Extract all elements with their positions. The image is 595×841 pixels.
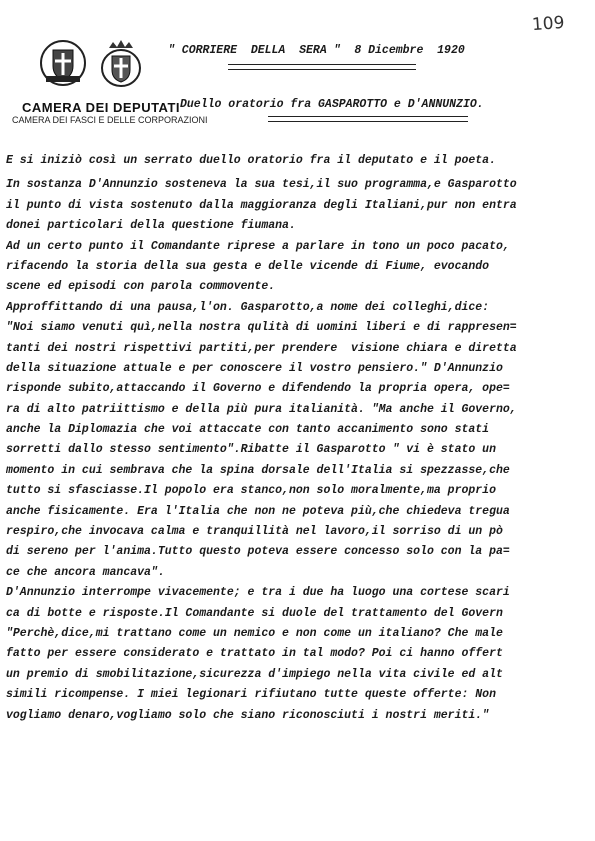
body-line: "Perchè,dice,mi trattano come un nemico e non come un italiano? Che male <box>6 626 503 640</box>
article-body <box>6 151 592 726</box>
body-line: il punto di vista sostenuto dalla maggioranza degli Italiani,pur non entra <box>6 198 517 212</box>
body-line: momento in cui sembrava che la spina dorsale dell'Italia si spezzasse,che <box>6 463 510 477</box>
body-line: sorretti dallo stesso sentimento".Ribatte il Gasparotto " vi è stato un <box>6 443 496 457</box>
body-line: In sostanza D'Annunzio sosteneva la sua tesi,il suo programma,e Gasparotto <box>6 178 517 192</box>
body-line: ce che ancora mancava". <box>6 565 165 579</box>
body-line: fatto per essere considerato e trattato in tal modo? Poi ci hanno offert <box>6 647 503 661</box>
article-title: Duello oratorio fra GASPAROTTO e D'ANNUNZIO. <box>180 98 484 111</box>
coat-of-arms-emblem <box>38 36 88 90</box>
page-number: 109 <box>531 12 566 36</box>
body-line: anche fisicamente. Era l'Italia che non ne poteva più,che chiedeva tregua <box>6 504 510 518</box>
body-line: D'Annunzio interrompe vivacemente; e tra i due ha luogo una cortese scari <box>6 586 510 600</box>
body-line: rifacendo la storia della sua gesta e delle vicende di Fiume, evocando <box>6 259 490 273</box>
body-line: della situazione attuale e per conoscere il vostro pensiero." D'Annunzio <box>6 361 503 375</box>
body-line: respiro,che invocava calma e tranquillità nel lavoro,il sorriso di un pò <box>6 525 503 539</box>
body-line: donei particolari della questione fiumana. <box>6 219 296 233</box>
body-line: simili ricompense. I miei legionari rifiutano tutte queste offerte: Non <box>6 688 496 702</box>
newspaper-header: " CORRIERE DELLA SERA " 8 Dicembre 1920 <box>168 44 465 57</box>
body-line: risponde subito,attaccando il Governo e difendendo la propria opera, ope= <box>6 382 510 396</box>
body-line: scene ed episodi con parola commovente. <box>6 280 276 294</box>
crown-shield-emblem <box>96 36 146 90</box>
body-line: E si iniziò così un serrato duello oratorio fra il deputato e il poeta. <box>6 154 496 167</box>
body-line: tutto si sfasciasse.Il popolo era stanco,non solo moralmente,ma proprio <box>6 484 496 498</box>
body-line: tanti dei nostri rispettivi partiti,per prendere visione chiara e diretta <box>6 341 517 355</box>
body-line: di sereno per l'anima.Tutto questo poteva essere concesso solo con la pa= <box>6 545 510 559</box>
body-line: ca di botte e risposte.Il Comandante si duole del trattamento del Govern <box>6 606 503 620</box>
body-line: Approffittando di una pausa,l'on. Gasparotto,a nome dei colleghi,dice: <box>6 300 490 314</box>
stamp-camera-deputati: CAMERA DEI DEPUTATI <box>22 100 181 115</box>
body-line: un premio di smobilitazione,sicurezza d'impiego nella vita civile ed alt <box>6 667 503 681</box>
stamp-camera-fasci: CAMERA DEI FASCI E DELLE CORPORAZIONI <box>12 115 208 125</box>
body-line: "Noi siamo venuti quì,nella nostra qulità di uomini liberi e di rappresen= <box>6 321 517 335</box>
body-line: anche la Diplomazia che voi attaccate con tanto accanimento sono stati <box>6 423 490 437</box>
body-line: ra di alto patriittismo e della più pura italianità. "Ma anche il Governo, <box>6 402 517 416</box>
body-line: Ad un certo punto il Comandante riprese a parlare in tono un poco pacato, <box>6 239 510 253</box>
body-line: vogliamo denaro,vogliamo solo che siano riconosciuti i nostri meriti." <box>6 708 490 722</box>
header-underline <box>228 64 416 70</box>
title-underline <box>268 116 468 122</box>
